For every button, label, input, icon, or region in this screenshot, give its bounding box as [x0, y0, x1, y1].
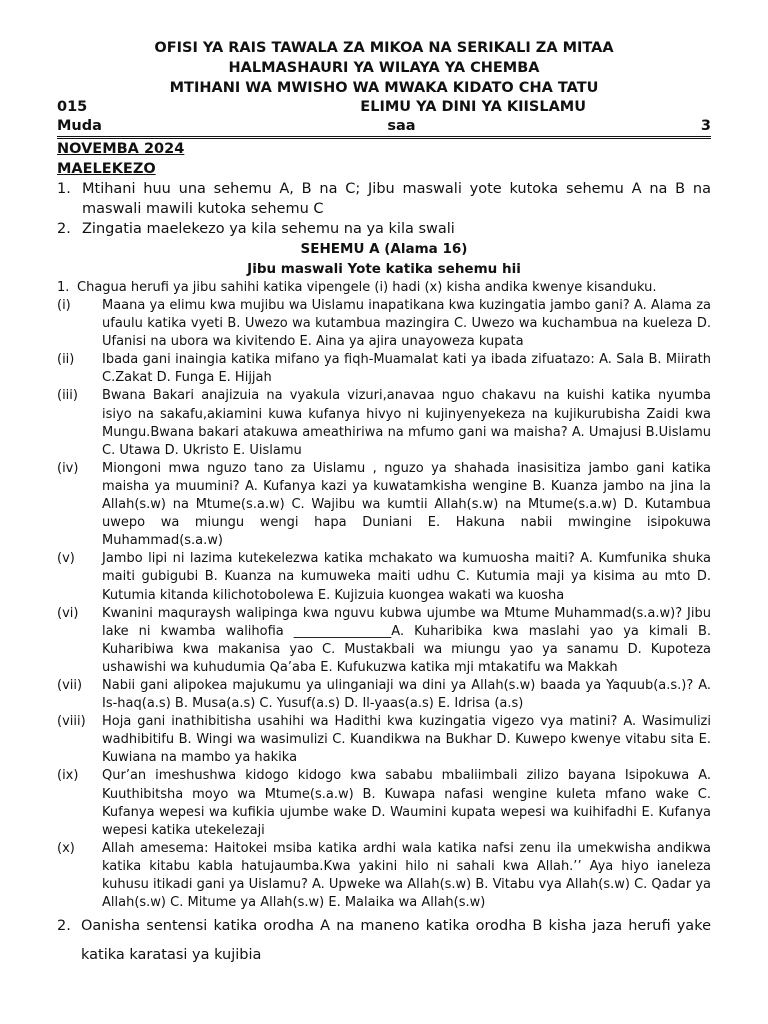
- item-text: Qur’an imeshushwa kidogo kidogo kwa sababu mbaliimbali zilizo bayana Isipokuwa A. Kuuthibitsha moyo wa Mtume(s.a.w) B. Kuwapa nafasi wengine kuleta mfano wake C. Kufanya wepesi wa kufikia ujumbe wake D. Waumini kupata wepesi wa kuihifadhi E. Kufanya wepesi katika utekelezaji: [102, 768, 711, 838]
- question-item: [57, 713, 711, 767]
- item-number: (iv): [57, 460, 79, 476]
- item-number: (i): [57, 298, 71, 313]
- item-text: Bwana Bakari anajizuia na vyakula vizuri,anavaa nguo chakavu na kuishi katika nyumba isiyo na sakafu,akiamini kuwa kufanya hivyo ni kujinyenyekeza na kujikurubisha Zaidi kwa Mungu.Bwana bakari atakuwa ameathiriwa na mfumo gani wa maisha? A. Umajusi B.Uislamu C. Utawa D. Ukristo E. Uislamu: [102, 388, 711, 458]
- item-number: (x): [57, 840, 75, 856]
- question-1-number: 1.: [57, 280, 70, 295]
- instruction-item: [57, 179, 711, 219]
- item-number: (ix): [57, 768, 79, 784]
- instruction-item: [57, 219, 711, 239]
- question-2-number: 2.: [57, 918, 71, 935]
- instructions-title: MAELEKEZO: [57, 161, 156, 177]
- question-item: [57, 297, 711, 351]
- duration-row: [57, 117, 711, 139]
- question-item: [57, 550, 711, 604]
- subject-code: 015: [57, 99, 88, 115]
- question-2-text: Oanisha sentensi katika orodha A na maneno katika orodha B kisha jaza herufi yake katika karatasi ya kujibia: [81, 918, 711, 964]
- section-a-title: SEHEMU A (Alama 16): [300, 241, 468, 257]
- instruction-number: 2.: [57, 221, 71, 237]
- item-number: (ii): [57, 352, 75, 368]
- exam-date: NOVEMBA 2024: [57, 141, 185, 157]
- question-2: [57, 912, 711, 970]
- duration-unit: saa: [387, 118, 416, 134]
- item-number: (iii): [57, 388, 78, 404]
- instruction-number: 1.: [57, 181, 71, 197]
- item-text: Jambo lipi ni lazima kutekelezwa katika mchakato wa kumuosha maiti? A. Kumfunika shuka maiti gubigubi B. Kuanza na kumuweka maiti udhu C. Kutumia maji ya kisima au mto D. Kutumia kitanda kilichotobolewa E. Kujizuia kuongea wakati wa kuosha: [102, 551, 711, 603]
- question-item: [57, 767, 711, 839]
- item-text: Miongoni mwa nguzo tano za Uislamu , nguzo ya shahada inasisitiza jambo gani katika maisha ya muumini? A. Kufanya kazi ya kuwatamkisha wengine B. Kuanza jambo na jina la Allah(s.w) na Mtume(s.a.w) C. Wajibu wa kumtii Allah(s.w) na Mtume(s.a.w) D. Kutambua uwepo wa miungu wengi hapa Duniani E. Hakuna nabii mwingine isipokuwa Muhammad(s.a.w): [102, 460, 711, 549]
- question-item: [57, 351, 711, 387]
- instruction-text: Mtihani huu una sehemu A, B na C; Jibu maswali yote kutoka sehemu A na B na maswali mawili kutoka sehemu C: [82, 181, 711, 217]
- item-text: Maana ya elimu kwa mujibu wa Uislamu inapatikana kwa kuzingatia jambo gani? A. Alama za ufaulu katika vyeti B. Uwezo wa kutambua mazingira C. Uwezo wa kuchambua na kueleza D. Ufanisi na ubora wa kivitendo E. Aina ya ajira unayoweza kupata: [102, 298, 711, 350]
- item-text: Kwanini maquraysh walipinga kwa nguvu kubwa ujumbe wa Mtume Muhammad(s.a.w)? Jibu lake ni kwamba walihofia _______________A. Kuharibika kwa maslahi yao ya kimali B. Kuharibiwa kwa makanisa yao C. Mustakbali wa miungu yao ya sanamu D. Kupoteza ushawishi wa kuhudumia Qa’aba E. Kufukuzwa katika mji mtakatifu wa Makkah: [102, 605, 711, 675]
- item-number: (viii): [57, 714, 86, 730]
- item-number: (vii): [57, 677, 83, 693]
- item-number: (vi): [57, 605, 79, 621]
- question-item: [57, 605, 711, 677]
- subject-row: [57, 98, 711, 117]
- question-item: [57, 460, 711, 550]
- duration-label: Muda: [57, 118, 102, 134]
- item-number: (v): [57, 551, 75, 567]
- header-exam-title: MTIHANI WA MWISHO WA MWAKA KIDATO CHA TATU: [169, 80, 599, 96]
- item-text: Hoja gani inathibitisha usahihi wa Hadithi kwa kuzingatia vigezo vya matini? A. Wasimulizi wadhibitifu B. Wingi wa wasimulizi C. Kuandikwa na Bukhar D. Kuwepo kwenye vitabu sita E. Kuwiana na mambo ya hakika: [102, 714, 711, 766]
- header-council: HALMASHAURI YA WILAYA YA CHEMBA: [228, 60, 540, 76]
- question-item: [57, 677, 711, 713]
- header-ministry: OFISI YA RAIS TAWALA ZA MIKOA NA SERIKALI ZA MITAA: [154, 40, 614, 56]
- item-text: Ibada gani inaingia katika mifano ya fiqh-Muamalat kati ya ibada zifuatazo: A. Sala B. Miirath C.Zakat D. Funga E. Hijjah: [102, 352, 711, 386]
- instruction-text: Zingatia maelekezo ya kila sehemu na ya kila swali: [82, 221, 455, 237]
- duration-value: 3: [700, 118, 711, 134]
- section-a-subtitle: Jibu maswali Yote katika sehemu hii: [247, 261, 521, 277]
- item-text: Allah amesema: Haitokei msiba katika ardhi wala katika nafsi zenu ila umekwisha andikwa katika kitabu kabla hatujaumba.Kwa yakini hilo ni sahali kwa Allah.’’ Aya hiyo ianeleza kuhusu itikadi gani ya Uislamu? A. Upweke wa Allah(s.w) B. Vitabu vya Allah(s.w) C. Qadar ya Allah(s.w) C. Mitume ya Allah(s.w) E. Malaika wa Allah(s.w): [102, 840, 711, 911]
- question-1-text: Chagua herufi ya jibu sahihi katika vipengele (i) hadi (x) kisha andika kwenye kisanduku.: [77, 280, 657, 295]
- subject-name: ELIMU YA DINI YA KIISLAMU: [360, 99, 586, 115]
- question-1: [57, 279, 711, 297]
- question-item: [57, 387, 711, 459]
- item-text: Nabii gani alipokea majukumu ya ulinganiaji wa dini ya Allah(s.w) baada ya Yaquub(a.s.)? A. Is-haq(a.s) B. Musa(a.s) C. Yusuf(a.s) D. Il-yaas(a.s) E. Idrisa (a.s): [102, 677, 711, 712]
- question-item: [57, 840, 711, 912]
